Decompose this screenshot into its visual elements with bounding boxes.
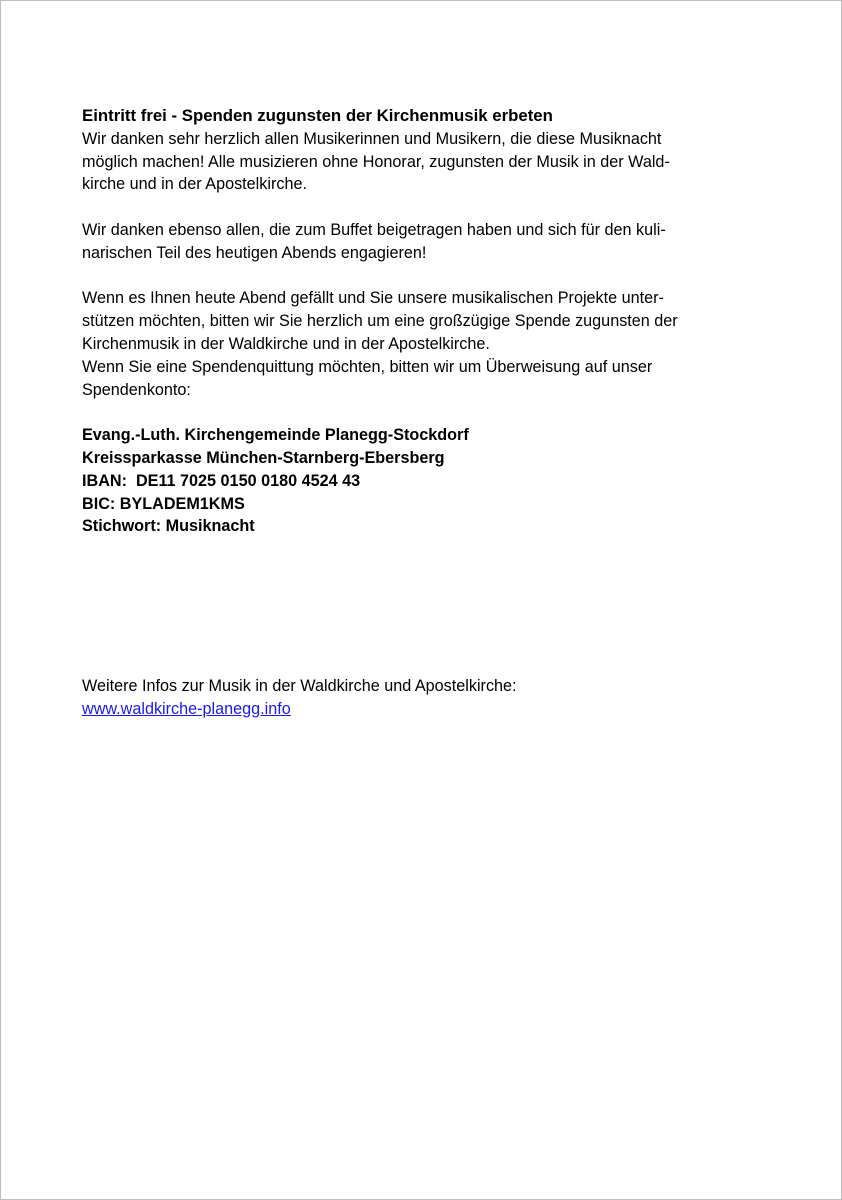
document-title: Eintritt frei - Spenden zugunsten der Kirchenmusik erbeten: [82, 106, 553, 125]
paragraph-3-line-3: Kirchenmusik in der Waldkirche und in der Apostelkirche.: [82, 334, 490, 353]
website-link[interactable]: www.waldkirche-planegg.info: [82, 699, 291, 718]
paragraph-1-line-3: kirche und in der Apostelkirche.: [82, 175, 307, 194]
paragraph-3-line-2: stützen möchten, bitten wir Sie herzlich um eine großzügige Spende zugunsten der: [82, 312, 678, 331]
bank-name: Kreissparkasse München-Starnberg-Ebersberg: [82, 448, 445, 467]
paragraph-3-line-5: Spendenkonto:: [82, 380, 191, 399]
paragraph-3-line-4: Wenn Sie eine Spendenquittung möchten, bitten wir um Überweisung auf unser: [82, 357, 653, 376]
bank-details: [82, 424, 762, 538]
paragraph-spacer: [82, 401, 762, 424]
paragraph-1-line-1: Wir danken sehr herzlich allen Musikerinnen und Musikern, die diese Musiknacht: [82, 129, 662, 148]
account-holder: Evang.-Luth. Kirchengemeinde Planegg-Stockdorf: [82, 426, 469, 445]
iban: IBAN: DE11 7025 0150 0180 4524 43: [82, 471, 361, 490]
document-body: [82, 105, 762, 538]
info-text: Weitere Infos zur Musik in der Waldkirche und Apostelkirche:: [82, 677, 517, 695]
paragraph-3-line-1: Wenn es Ihnen heute Abend gefällt und Sie unsere musikalischen Projekte unter-: [82, 289, 664, 308]
footer-info: [82, 675, 517, 721]
paragraph-2-line-2: narischen Teil des heutigen Abends engagieren!: [82, 243, 427, 262]
paragraph-1-line-2: möglich machen! Alle musizieren ohne Honorar, zugunsten der Musik in der Wald-: [82, 152, 670, 171]
paragraph-spacer: [82, 265, 762, 288]
keyword: Stichwort: Musiknacht: [82, 517, 255, 536]
bic: BIC: BYLADEM1KMS: [82, 494, 245, 513]
paragraph-2-line-1: Wir danken ebenso allen, die zum Buffet beigetragen haben und sich für den kuli-: [82, 220, 666, 239]
paragraph-spacer: [82, 196, 762, 219]
